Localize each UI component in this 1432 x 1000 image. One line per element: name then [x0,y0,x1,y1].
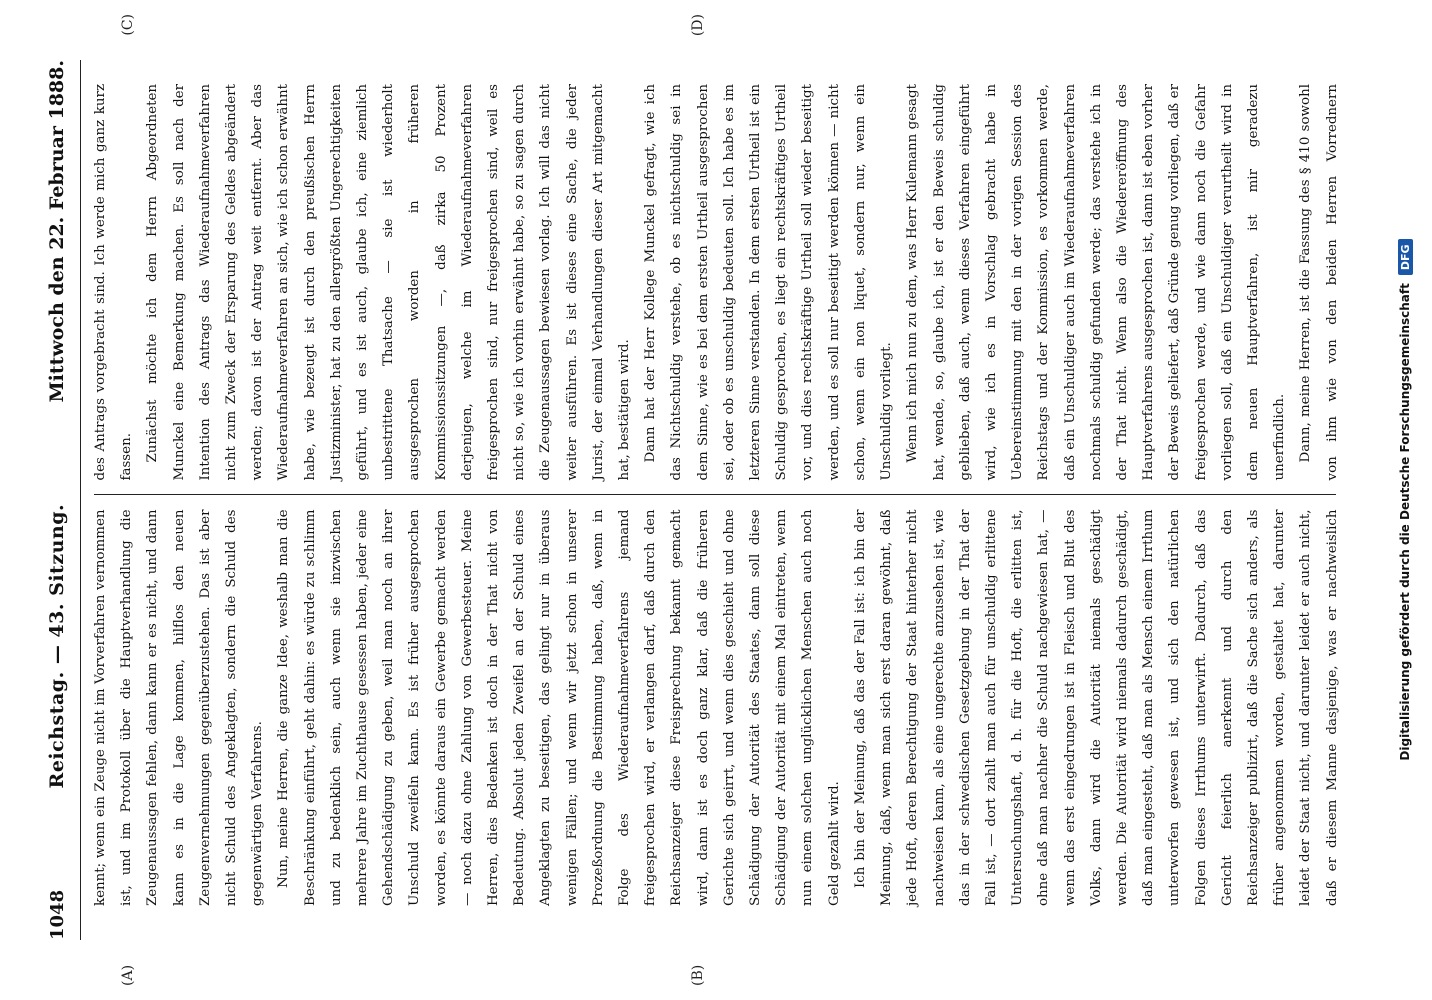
paragraph: des Antrags vorgebracht sind. Ich werde mich ganz kurz fassen. [93,84,135,481]
paragraph: kennt; wenn ein Zeuge nicht im Vorverfahren vernommen ist, und im Protokoll über die Hauptverhandlung die Zeugenaussagen fehlen, dann kann er es nicht, und dann kann es in die Lage kommen, hilflos den neuen Zeugenvernehmungen gegenüberzustehen. Das ist aber nicht Schuld des Angeklagten, sondern die Schuld des gegenwärtigen Verfahrens. [93,509,266,906]
paragraph: Wenn ich mich nun zu dem, was Herr Kulemann gesagt hat, wende, so, glaube ich, ist er den Beweis schuldig geblieben, daß auch, wenn dieses Verfahren eingeführt wird, wie ich es in Vorschlag gebracht habe in Uebereinstimmung mit den in der vorigen Session des Reichstags und der Kommission, es vorkommen werde, daß ein Unschuldiger auch im Wiederaufnahmeverfahren nochmals schuldig gefunden werde; das verstehe ich in der That nicht. Wenn also die Wiedereröffnung des Hauptverfahrens ausgesprochen ist, dann ist eben vorher der Beweis geliefert, daß Gründe genug vorliegen, daß er freigesprochen werde, und wie dann noch die Gefahr vorliegen soll, daß ein Unschuldiger verurtheilt wird in dem neuen Hauptverfahren, ist mir geradezu unerfindlich. [905,84,1288,481]
margin-letter-a: (A) [120,964,136,986]
column-divider [94,495,1336,496]
paragraph: Zunächst möchte ich dem Herrn Abgeordneten Munckel eine Bemerkung machen. Es soll nach der Intention des Antrags das Wiederaufnahmeverfahren nicht zum Zweck der Ersparung des Geldes abgeändert werden; davon ist der Antrag weit entfernt. Aber das Wiederaufnahmeverfahren an sich, wie ich schon erwähnt habe, wie bezeugt ist durch den preußischen Herrn Justizminister, hat zu den allergrößten Ungerechtigkeiten geführt, und es ist auch, glaube ich, eine ziemlich unbestrittene Thatsache — sie ist wiederholt ausgesprochen worden in früheren Kommissionssitzungen —, daß zirka 50 Prozent derjenigen, welche im Wiederaufnahmeverfahren freigesprochen sind, nur freigesprochen sind, weil es nicht so, wie ich vorhin erwähnt habe, so zu sagen durch die Zeugenaussagen bewiesen vorlag. Ich will das nicht weiter ausführen. Es ist dieses eine Sache, die jeder Jurist, der einmal Verhandlungen dieser Art mitgemacht hat, bestätigen wird. [145,84,633,481]
margin-letter-c: (C) [120,14,136,36]
page-header [34,60,81,940]
paragraph: Nun, meine Herren, die ganze Idee, weshalb man die Beschränkung einführt, geht dahin: es würde zu schlimm und zu bedenklich sein, auch wenn sie inzwischen mehrere Jahre im Zuchthause gesessen haben, jeder eine Gehendschädigung zu geben, weil man noch an ihrer Unschuld zweifeln kann. Es ist früher ausgesprochen worden, es könnte daraus ein Gewerbe gemacht werden — noch dazu ohne Zahlung von Gewerbesteuer. Meine Herren, dies Bedenken ist doch in der That nicht von Bedeutung. Absolut jeden Zweifel an der Schuld eines Angeklagten zu beseitigen, das gelingt nur in überaus wenigen Fällen; und wenn wir jetzt schon in unserer Prozeßordnung die Bestimmung haben, daß, wenn in Folge des Wiederaufnahmeverfahrens jemand freigesprochen wird, er verlangen darf, daß durch den Reichsanzeiger diese Freisprechung bekannt gemacht wird, dann ist es doch ganz klar, daß die früheren Gerichte sich geirrt, und wenn dies geschieht und ohne Schädigung der Autorität des Staates, dann soll diese Schädigung der Autorität mit einem Mal eintreten, wenn nun einem solchen unglücklichen Menschen auch noch Geld gezahlt wird. [276,509,842,906]
margin-letter-b: (B) [690,964,706,986]
running-head: Reichstag. — 43. Sitzung. [46,503,68,789]
left-column [88,496,1342,921]
digitization-credit [1390,60,1420,940]
session-date: Mittwoch den 22. Februar 1888. [46,60,68,403]
text-columns [88,70,1342,920]
paragraph: Dann, meine Herren, ist die Fassung des § 410 sowohl von ihm wie von den beiden Herren Vorrednern [1298,84,1340,481]
margin-letter-d: (D) [690,14,706,37]
page-number: 1048 [46,889,68,940]
dfg-logo: DFG [1398,239,1413,275]
credit-text: Digitalisierung gefördert durch die Deutsche Forschungsgemeinschaft [1398,283,1412,761]
paragraph: Dann hat der Herr Kollege Munckel gefragt, wie ich das Nichtschuldig verstehe, ob es nichtschuldig sei in dem Sinne, wie es bei dem ersten Urtheil ausgesprochen sei, oder ob es unschuldig bedeuten soll. Ich habe es im letzteren Sinne verstanden. In dem ersten Urtheil ist ein Schuldig gesprochen, es liegt ein rechtskräftiges Urtheil vor, und dies rechtskräftige Urtheil soll wieder beseitigt werden, und es soll nur beseitigt werden können — nicht schon, wenn ein non liquet, sondern nur, wenn ein Unschuldig vorliegt. [643,84,895,481]
right-column [88,70,1342,495]
paragraph: Ich bin der Meinung, daß das der Fall ist: ich bin der Meinung, daß, wenn man sich erst daran gewöhnt, daß jede Hoft, deren Berechtigung der Staat hinterher nicht nachweisen kann, als eine ungerechte anzusehen ist, wie das in der schwedischen Gesetzgebung in der That der Fall ist, — dort zahlt man auch für unschuldig erlittene Untersuchungshaft, d. h. für die Hoft, die erlitten ist, ohne daß man nachher die Schuld nachgewiesen hat, — wenn das erst eingedrungen ist in Fleisch und Blut des Volks, dann wird die Autorität niemals geschädigt werden. Die Autorität wird niemals dadurch geschädigt, daß man eingesteht, daß man als Mensch einem Irrthum unterworfen gewesen ist, und sich den natürlichen Folgen dieses Irrthums unterwirft. Dadurch, daß das Gericht feierlich anerkennt und durch den Reichsanzeiger publizirt, daß die Sache sich anders, als früher angenommen worden, gestaltet hat, darunter leidet der Staat nicht, und darunter leidet er auch nicht, daß er diesem Manne dasjenige, was er nachweislich [852,509,1340,906]
